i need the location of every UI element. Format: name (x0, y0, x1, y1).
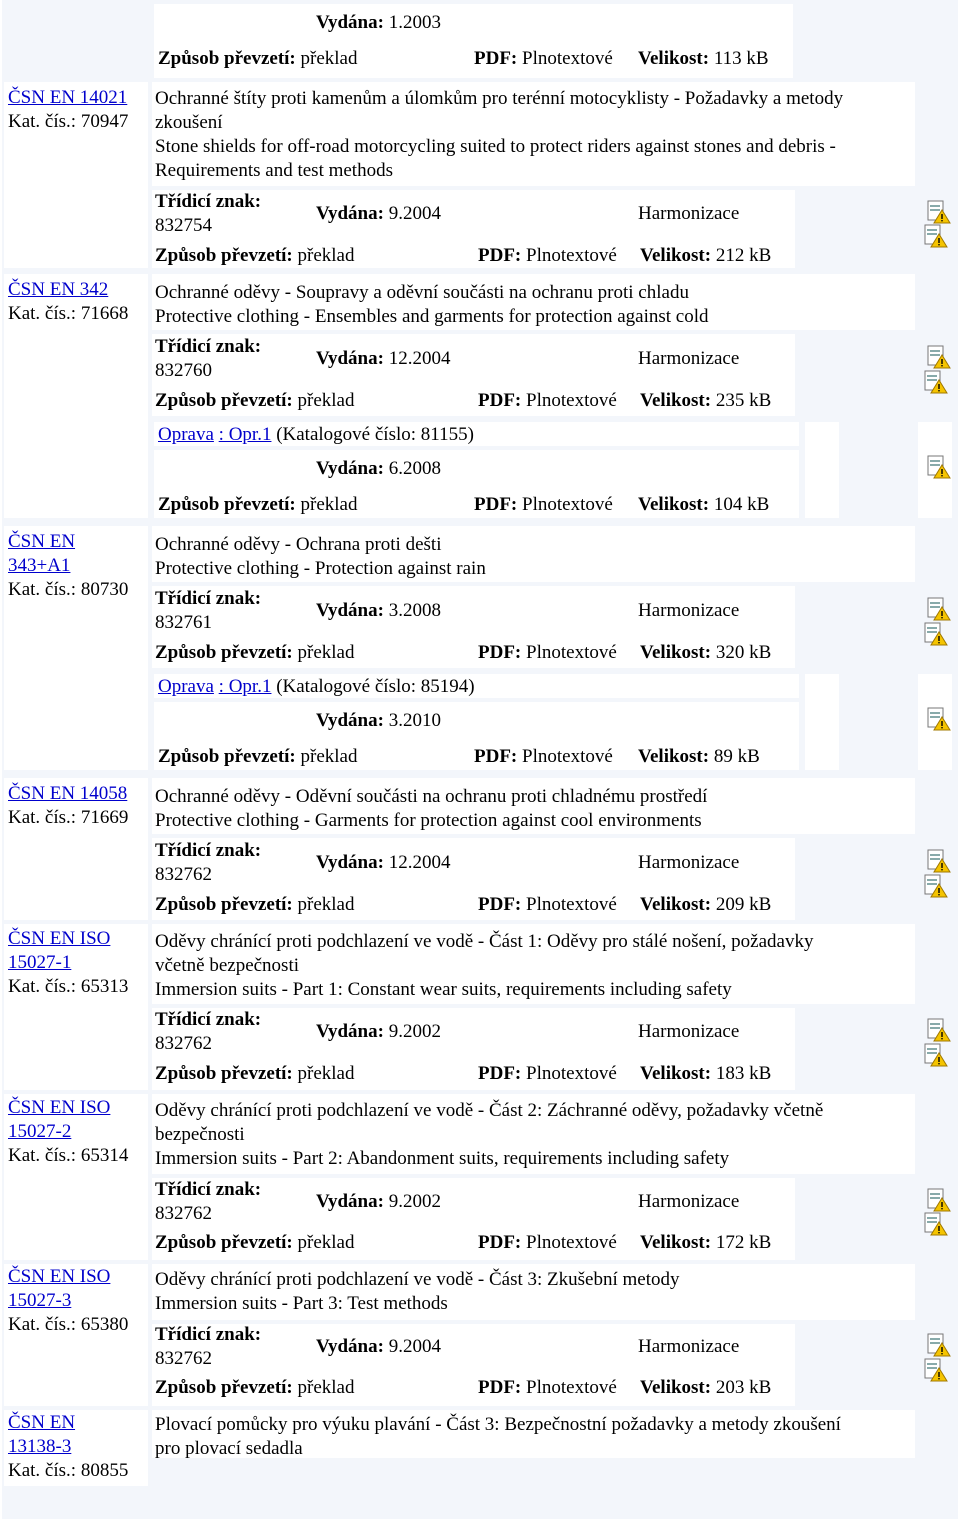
document-warning-icon[interactable] (925, 849, 951, 873)
title-cs: Ochranné oděvy - Soupravy a oděvní součásti na ochranu proti chladu (155, 282, 689, 303)
zpusob-row: Způsob převzetí: překlad (155, 245, 355, 266)
pdf-row: PDF: Plnotextové (478, 1232, 617, 1253)
vydana-row: Vydána: 3.2010 (316, 710, 441, 731)
vydana-row: Vydána: 1.2003 (316, 12, 441, 33)
pdf-row: PDF: Plnotextové (478, 390, 617, 411)
oprava-row: Oprava : Opr.1 (Katalogové číslo: 85194) (158, 676, 475, 697)
tridici-value: 832762 (155, 1203, 212, 1224)
document-cart-icon[interactable] (922, 622, 948, 646)
title-cs: Ochranné oděvy - Oděvní součásti na ochranu proti chladnému prostředí (155, 786, 708, 807)
pdf-row: PDF: Plnotextové (474, 746, 613, 767)
document-cart-icon[interactable] (922, 1212, 948, 1236)
pdf-row: PDF: Plnotextové (478, 1377, 617, 1398)
zpusob-row: Způsob převzetí: překlad (155, 894, 355, 915)
title-en: Protective clothing - Garments for protection against cool environments (155, 810, 702, 831)
document-cart-icon[interactable] (922, 874, 948, 898)
pdf-row: PDF: Plnotextové (478, 1063, 617, 1084)
standard-link[interactable]: ČSN EN (8, 1412, 76, 1433)
velikost-row: Velikost: 104 kB (638, 494, 770, 515)
document-warning-icon[interactable] (925, 1188, 951, 1212)
catalog-number: Kat. čís.: 80730 (8, 579, 129, 600)
document-warning-icon[interactable] (925, 200, 951, 224)
velikost-row: Velikost: 203 kB (640, 1377, 772, 1398)
catalog-number: Kat. čís.: 65314 (8, 1145, 129, 1166)
standard-link[interactable]: ČSN EN 14058 (8, 783, 128, 804)
tridici-value: 832761 (155, 612, 212, 633)
velikost-row: Velikost: 172 kB (640, 1232, 772, 1253)
document-warning-icon[interactable] (925, 1018, 951, 1042)
document-cart-icon[interactable] (922, 370, 948, 394)
tridici-label: Třídicí znak: (155, 840, 262, 861)
vydana-row: Vydána: 3.2008 (316, 600, 441, 621)
pdf-row: PDF: Plnotextové (478, 642, 617, 663)
standard-link[interactable]: 15027-2 (8, 1121, 72, 1142)
tridici-label: Třídicí znak: (155, 588, 262, 609)
opr-link[interactable]: : Opr.1 (218, 424, 272, 445)
vydana-row: Vydána: 12.2004 (316, 852, 451, 873)
pdf-row: PDF: Plnotextové (474, 494, 613, 515)
standard-link[interactable]: ČSN EN 342 (8, 279, 109, 300)
title-cs: Oděvy chránící proti podchlazení ve vodě - Část 1: Oděvy pro stálé nošení, požadavky (155, 931, 814, 952)
document-warning-icon[interactable] (925, 455, 951, 479)
catalog-number: Kat. čís.: 80855 (8, 1460, 129, 1481)
document-cart-icon[interactable] (922, 1043, 948, 1067)
document-warning-icon[interactable] (925, 707, 951, 731)
vydana-row: Vydána: 6.2008 (316, 458, 441, 479)
icon-cell (805, 674, 839, 770)
harmonizace: Harmonizace (638, 348, 740, 369)
title-cs: pro plovací sedadla (155, 1438, 303, 1458)
vydana-row: Vydána: 9.2002 (316, 1191, 441, 1212)
standard-link[interactable]: ČSN EN ISO (8, 1097, 111, 1118)
standard-link[interactable]: 15027-1 (8, 952, 72, 973)
tridici-value: 832762 (155, 1348, 212, 1369)
velikost-row: Velikost: 320 kB (640, 642, 772, 663)
opr-link[interactable]: : Opr.1 (218, 676, 272, 697)
catalog-number: Kat. čís.: 65380 (8, 1314, 129, 1335)
vydana-row: Vydána: 9.2002 (316, 1021, 441, 1042)
oprava-link[interactable]: Oprava (158, 424, 214, 445)
title-en: Immersion suits - Part 2: Abandonment suits, requirements including safety (155, 1148, 730, 1169)
catalog-number: Kat. čís.: 71668 (8, 303, 129, 324)
tridici-value: 832762 (155, 1033, 212, 1054)
document-warning-icon[interactable] (925, 597, 951, 621)
velikost-row: Velikost: 89 kB (638, 746, 760, 767)
vydana-row: Vydána: 12.2004 (316, 348, 451, 369)
velikost-row: Velikost: 212 kB (640, 245, 772, 266)
zpusob-row: Způsob převzetí: překlad (155, 1232, 355, 1253)
harmonizace: Harmonizace (638, 1191, 740, 1212)
standard-link[interactable]: 15027-3 (8, 1290, 72, 1311)
title-en: Requirements and test methods (155, 160, 393, 181)
zpusob-row: Způsob převzetí: překlad (158, 48, 358, 69)
tridici-label: Třídicí znak: (155, 336, 262, 357)
icon-cell (805, 422, 839, 518)
document-cart-icon[interactable] (922, 224, 948, 248)
title-cs: zkoušení (155, 112, 223, 133)
title-en: Immersion suits - Part 1: Constant wear suits, requirements including safety (155, 979, 732, 1000)
title-cs: Plovací pomůcky pro výuku plavání - Část 3: Bezpečnostní požadavky a metody zkoušení (155, 1414, 841, 1435)
standard-link[interactable]: ČSN EN ISO (8, 1266, 111, 1287)
oprava-row: Oprava : Opr.1 (Katalogové číslo: 81155) (158, 424, 474, 445)
catalog-number: Kat. čís.: 71669 (8, 807, 129, 828)
velikost-row: Velikost: 183 kB (640, 1063, 772, 1084)
tridici-label: Třídicí znak: (155, 1324, 262, 1345)
title-en: Protective clothing - Protection against rain (155, 558, 486, 579)
pdf-row: PDF: Plnotextové (478, 245, 617, 266)
document-cart-icon[interactable] (922, 1358, 948, 1382)
standard-link[interactable]: ČSN EN (8, 531, 76, 552)
velikost-row: Velikost: 113 kB (638, 48, 769, 69)
catalog-number: Kat. čís.: 65313 (8, 976, 129, 997)
tridici-label: Třídicí znak: (155, 1009, 262, 1030)
title-cs: bezpečnosti (155, 1124, 245, 1145)
velikost-row: Velikost: 235 kB (640, 390, 772, 411)
catalog-number: Kat. čís.: 70947 (8, 111, 129, 132)
vydana-row: Vydána: 9.2004 (316, 1336, 441, 1357)
title-cell (152, 1410, 915, 1458)
harmonizace: Harmonizace (638, 203, 740, 224)
title-en: Stone shields for off-road motorcycling suited to protect riders against stones and debris - (155, 136, 836, 157)
standard-link[interactable]: ČSN EN ISO (8, 928, 111, 949)
zpusob-row: Způsob převzetí: překlad (158, 494, 358, 515)
zpusob-row: Způsob převzetí: překlad (155, 642, 355, 663)
harmonizace: Harmonizace (638, 1336, 740, 1357)
tridici-label: Třídicí znak: (155, 191, 262, 212)
standard-link[interactable]: 343+A1 (8, 555, 71, 576)
tridici-label: Třídicí znak: (155, 1179, 262, 1200)
title-en: Protective clothing - Ensembles and garments for protection against cold (155, 306, 709, 327)
document-warning-icon[interactable] (925, 345, 951, 369)
title-cs: Oděvy chránící proti podchlazení ve vodě - Část 2: Záchranné oděvy, požadavky včetně (155, 1100, 824, 1121)
pdf-row: PDF: Plnotextové (478, 894, 617, 915)
harmonizace: Harmonizace (638, 852, 740, 873)
vydana-row: Vydána: 9.2004 (316, 203, 441, 224)
tridici-value: 832760 (155, 360, 212, 381)
title-cs: Ochranné štíty proti kamenům a úlomkům pro terénní motocyklisty - Požadavky a metody (155, 88, 844, 109)
velikost-row: Velikost: 209 kB (640, 894, 772, 915)
zpusob-row: Způsob převzetí: překlad (158, 746, 358, 767)
title-en: Immersion suits - Part 3: Test methods (155, 1293, 448, 1314)
zpusob-row: Způsob převzetí: překlad (155, 1377, 355, 1398)
harmonizace: Harmonizace (638, 1021, 740, 1042)
tridici-value: 832762 (155, 864, 212, 885)
standard-link[interactable]: 13138-3 (8, 1436, 72, 1457)
document-warning-icon[interactable] (925, 1333, 951, 1357)
title-cs: Oděvy chránící proti podchlazení ve vodě - Část 3: Zkušební metody (155, 1269, 680, 1290)
oprava-link[interactable]: Oprava (158, 676, 214, 697)
standard-link[interactable]: ČSN EN 14021 (8, 87, 128, 108)
zpusob-row: Způsob převzetí: překlad (155, 390, 355, 411)
zpusob-row: Způsob převzetí: překlad (155, 1063, 355, 1084)
title-cs: včetně bezpečnosti (155, 955, 300, 976)
tridici-value: 832754 (155, 215, 212, 236)
harmonizace: Harmonizace (638, 600, 740, 621)
title-cs: Ochranné oděvy - Ochrana proti dešti (155, 534, 442, 555)
pdf-row: PDF: Plnotextové (474, 48, 613, 69)
